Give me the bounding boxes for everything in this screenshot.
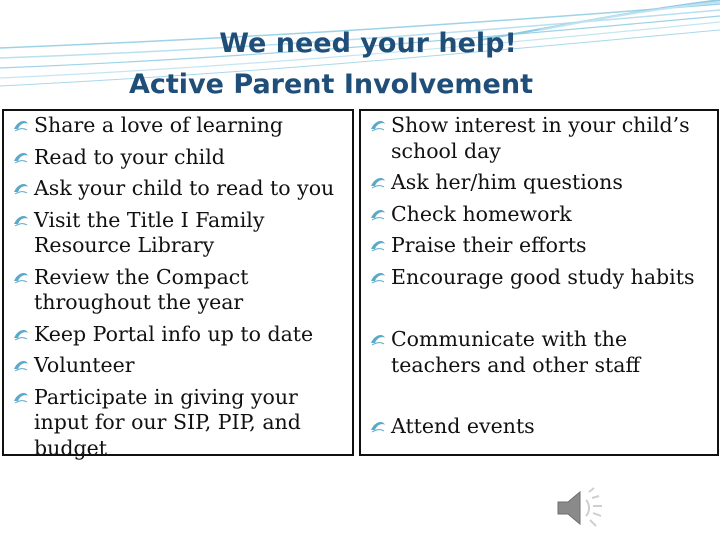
swirl-bullet-icon xyxy=(369,417,387,435)
list-item xyxy=(367,170,711,196)
list-spacer xyxy=(367,296,711,327)
swirl-bullet-icon xyxy=(369,116,387,134)
slide-title-line-2: Active Parent Involvement xyxy=(129,69,533,100)
list-item-text: Show interest in your child’s school day xyxy=(391,113,690,163)
swirl-bullet-icon xyxy=(12,116,30,134)
list-item xyxy=(10,208,346,259)
left-bullet-list xyxy=(10,113,346,461)
swirl-bullet-icon xyxy=(12,148,30,166)
swirl-bullet-icon xyxy=(369,236,387,254)
swirl-bullet-icon xyxy=(12,325,30,343)
list-item-text: Visit the Title I Family Resource Library xyxy=(34,207,265,257)
list-item-text: Participate in giving your input for our SIP, PIP, and budget xyxy=(34,384,301,460)
list-item xyxy=(367,265,711,291)
list-item-text: Ask your child to read to you xyxy=(34,176,335,200)
swirl-bullet-icon xyxy=(12,268,30,286)
swirl-bullet-icon xyxy=(369,330,387,348)
list-item xyxy=(367,113,711,164)
swirl-bullet-icon xyxy=(12,356,30,374)
list-item-text: Volunteer xyxy=(34,353,135,377)
list-item-text: Ask her/him questions xyxy=(391,170,623,194)
list-item-text: Encourage good study habits xyxy=(391,264,695,289)
list-item xyxy=(10,385,346,462)
list-item xyxy=(367,327,711,378)
left-column-box xyxy=(2,109,354,460)
swirl-bullet-icon xyxy=(12,179,30,197)
list-item-text: Keep Portal info up to date xyxy=(34,321,314,346)
list-item xyxy=(367,202,711,228)
swirl-bullet-icon xyxy=(369,173,387,191)
list-item xyxy=(367,414,711,440)
list-item-text: Review the Compact throughout the year xyxy=(34,264,249,314)
list-item xyxy=(10,265,346,316)
speaker-icon[interactable] xyxy=(556,486,608,530)
list-item xyxy=(10,353,346,379)
swirl-bullet-icon xyxy=(12,211,30,229)
list-item-text: Share a love of learning xyxy=(34,113,284,137)
list-item-text: Attend events xyxy=(391,414,535,438)
right-bullet-list xyxy=(367,113,711,290)
list-item-text: Check homework xyxy=(391,201,572,226)
list-item xyxy=(10,322,346,348)
swirl-bullet-icon xyxy=(369,205,387,223)
slide-title-line-1: We need your help! xyxy=(219,28,517,59)
right-column-box xyxy=(359,109,719,456)
list-item-text: Praise their efforts xyxy=(391,233,587,257)
list-item xyxy=(10,145,346,171)
list-item xyxy=(367,233,711,259)
list-spacer xyxy=(367,384,711,414)
list-item xyxy=(10,113,346,139)
swirl-bullet-icon xyxy=(369,268,387,286)
list-item xyxy=(10,176,346,202)
swirl-bullet-icon xyxy=(12,388,30,406)
right-bullet-list-final xyxy=(367,414,711,440)
list-item-text: Read to your child xyxy=(34,144,225,169)
list-item-text: Communicate with the teachers and other staff xyxy=(391,327,641,377)
right-bullet-list-continued xyxy=(367,327,711,378)
